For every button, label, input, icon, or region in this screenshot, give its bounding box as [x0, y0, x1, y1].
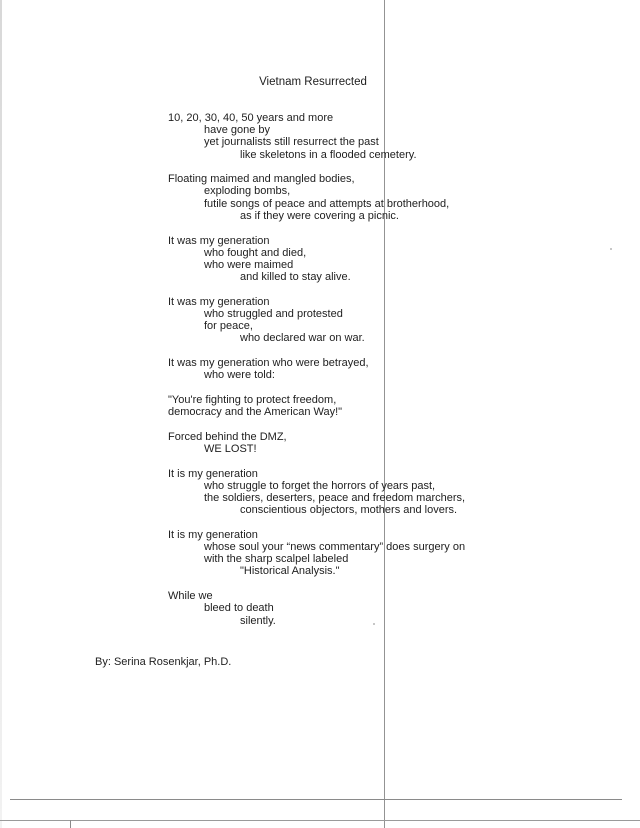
poem-line: Floating maimed and mangled bodies, — [168, 173, 355, 186]
poem-stanza — [168, 235, 528, 284]
scan-edge-tick — [70, 820, 71, 828]
poem-line: bleed to death — [204, 602, 274, 615]
poem-line: who fought and died, — [204, 246, 307, 259]
scan-edge-shadow — [0, 0, 2, 828]
poem-stanza — [168, 590, 528, 627]
poem-stanza — [168, 431, 528, 455]
poem-stanza — [168, 296, 528, 345]
poem-line: who were maimed — [204, 258, 294, 271]
poem-line: who were told: — [204, 369, 275, 382]
poem-line: with the sharp scalpel labeled — [204, 553, 349, 566]
poem-stanza — [168, 173, 528, 222]
poem-line: "Historical Analysis." — [240, 565, 340, 578]
poem-line: whose soul your “news commentary” does surgery on — [204, 541, 466, 554]
poem-line: as if they were covering a picnic. — [240, 209, 399, 222]
poem-line: yet journalists still resurrect the past — [204, 136, 379, 149]
poem-line: exploding bombs, — [204, 185, 291, 198]
poem-line: the soldiers, deserters, peace and freedom marchers, — [204, 492, 466, 504]
poem-line: like skeletons in a flooded cemetery. — [240, 148, 417, 161]
poem-line: "You're fighting to protect freedom, — [168, 393, 337, 406]
poem-stanza — [168, 357, 528, 381]
poem-line: who declared war on war. — [240, 332, 365, 345]
author-byline: By: Serina Rosenkjar, Ph.D. — [95, 656, 232, 668]
poem-line: It is my generation — [168, 467, 258, 480]
poem-line: for peace, — [204, 320, 253, 333]
poem-line: who struggle to forget the horrors of years past, — [204, 479, 436, 492]
poem-line: It was my generation — [168, 295, 270, 308]
poem-line: futile songs of peace and attempts at brotherhood, — [204, 197, 450, 210]
poem-body — [168, 112, 528, 639]
poem-line: silently. — [240, 614, 276, 627]
poem-stanza — [168, 529, 528, 578]
poem-line: It was my generation — [168, 234, 270, 247]
poem-line: Forced behind the DMZ, — [168, 430, 287, 443]
poem-line: democracy and the American Way!" — [168, 406, 343, 419]
poem-title: Vietnam Resurrected — [259, 76, 367, 88]
poem-line: who struggled and protested — [204, 307, 343, 320]
scan-speck — [610, 248, 612, 250]
poem-stanza — [168, 394, 528, 418]
scan-bottom-edge — [0, 820, 640, 821]
poem-stanza — [168, 112, 528, 161]
poem-line: It is my generation — [168, 528, 258, 541]
poem-line: While we — [168, 590, 213, 603]
poem-line: It was my generation who were betrayed, — [168, 357, 369, 369]
poem-stanza — [168, 468, 528, 517]
scan-bottom-line — [10, 799, 622, 800]
poem-line: have gone by — [204, 124, 271, 137]
poem-line: conscientious objectors, mothers and lovers. — [240, 504, 458, 517]
poem-line: 10, 20, 30, 40, 50 years and more — [168, 112, 334, 124]
poem-line: and killed to stay alive. — [240, 271, 351, 284]
poem-line: WE LOST! — [204, 442, 257, 455]
